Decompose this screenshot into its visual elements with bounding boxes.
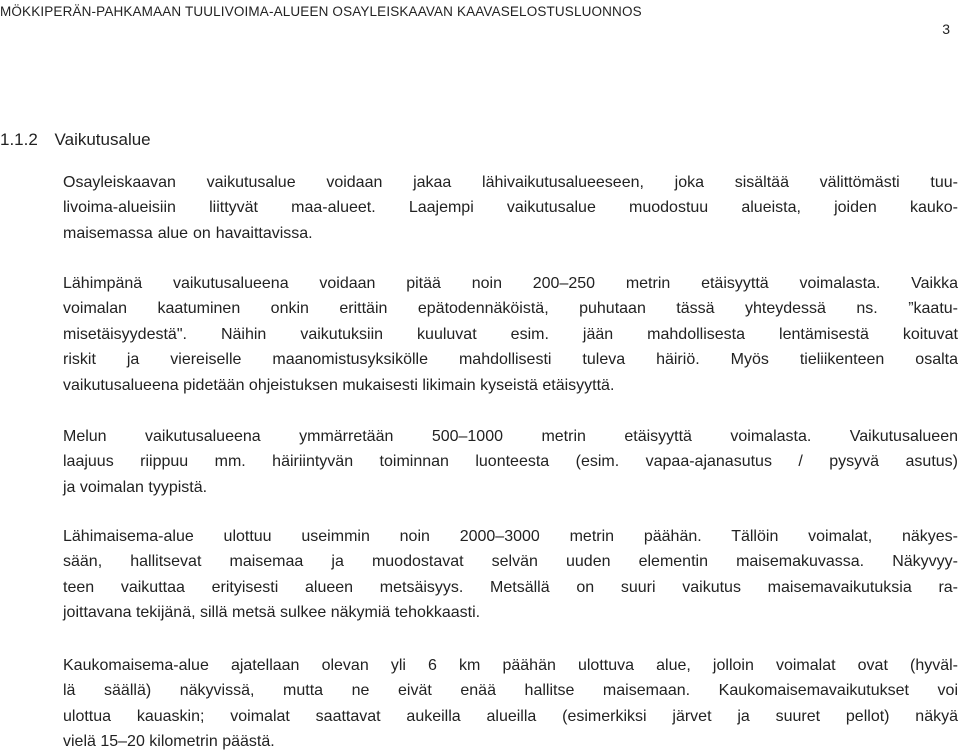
paragraph-line: ulottua kauaskin; voimalat saattavat aukeilla alueilla (esimerkiksi järvet ja suuret pellot) näkyä <box>63 707 958 725</box>
paragraph-line: joittavana tekijänä, sillä metsä sulkee näkymiä tehokkaasti. <box>63 604 481 622</box>
paragraph-line: misetäisyydestä". Näihin vaikutuksiin kuuluvat esim. jään mahdollisesta lentämisestä koituvat <box>63 325 958 343</box>
section-number: 1.1.2 <box>0 130 38 149</box>
paragraph-proximity <box>63 271 958 398</box>
paragraph-line: vaikutusalueena pidetään ohjeistuksen mukaisesti likimain kyseistä etäisyyttä. <box>63 376 615 394</box>
paragraph-line: lä säällä) näkyvissä, mutta ne eivät enää hallitse maisemaan. Kaukomaisemavaikutukset voi <box>63 682 958 700</box>
paragraph-far-landscape <box>63 653 958 755</box>
paragraph-line: Kaukomaisema-alue ajatellaan olevan yli 6 km päähän ulottuva alue, jolloin voimalat ovat (hyväl- <box>63 657 958 674</box>
page-number: 3 <box>942 21 950 37</box>
paragraph-line: riskit ja viereiselle maanomistusyksikölle mahdollisesti tuleva häiriö. Myös tieliikenteen osalta <box>63 351 958 369</box>
paragraph-noise <box>63 424 958 500</box>
paragraph-line: Melun vaikutusalueena ymmärretään 500–1000 metrin etäisyyttä voimalasta. Vaikutusalueen <box>63 428 958 445</box>
running-header: MÖKKIPERÄN-PAHKAMAAN TUULIVOIMA-ALUEEN OSAYLEISKAAVAN KAAVASELOSTUSLUONNOS <box>0 4 642 19</box>
paragraph-line: ja voimalan tyypistä. <box>63 478 208 496</box>
paragraph-line: vielä 15–20 kilometrin päästä. <box>63 733 275 751</box>
paragraph-line: Lähimaisema-alue ulottuu useimmin noin 2000–3000 metrin päähän. Tällöin voimalat, näkyes- <box>63 528 958 545</box>
paragraph-line: laajuus riippuu mm. häiriintyvän toiminnan luonteesta (esim. vapaa-ajanasutus / pysyvä asutus) <box>63 453 958 471</box>
paragraph-line: Osayleiskaavan vaikutusalue voidaan jakaa lähivaikutusalueeseen, joka sisältää välittömästi tuu- <box>63 174 958 191</box>
paragraph-line: teen vaikuttaa erityisesti alueen metsäisyys. Metsällä on suuri vaikutus maisemavaikutuksia ra- <box>63 578 958 596</box>
paragraph-line: maisemassa alue on havaittavissa. <box>63 224 313 242</box>
section-heading <box>0 130 151 150</box>
paragraph-line: Lähimpänä vaikutusalueena voidaan pitää noin 200–250 metrin etäisyyttä voimalasta. Vaikka <box>63 275 958 292</box>
paragraph-line: voimalan kaatuminen onkin erittäin epätodennäköistä, puhutaan tässä yhteydessä ns. ”kaatu- <box>63 300 958 318</box>
paragraph-line: livoima-alueisiin liittyvät maa-alueet. Laajempi vaikutusalue muodostuu alueista, joiden kauko- <box>63 199 958 217</box>
paragraph-near-landscape <box>63 524 958 626</box>
section-title: Vaikutusalue <box>54 130 151 149</box>
paragraph-line: sään, hallitsevat maisemaa ja muodostavat selvän uuden elementin maisemakuvassa. Näkyvyy- <box>63 553 958 571</box>
paragraph-scope <box>63 170 958 246</box>
